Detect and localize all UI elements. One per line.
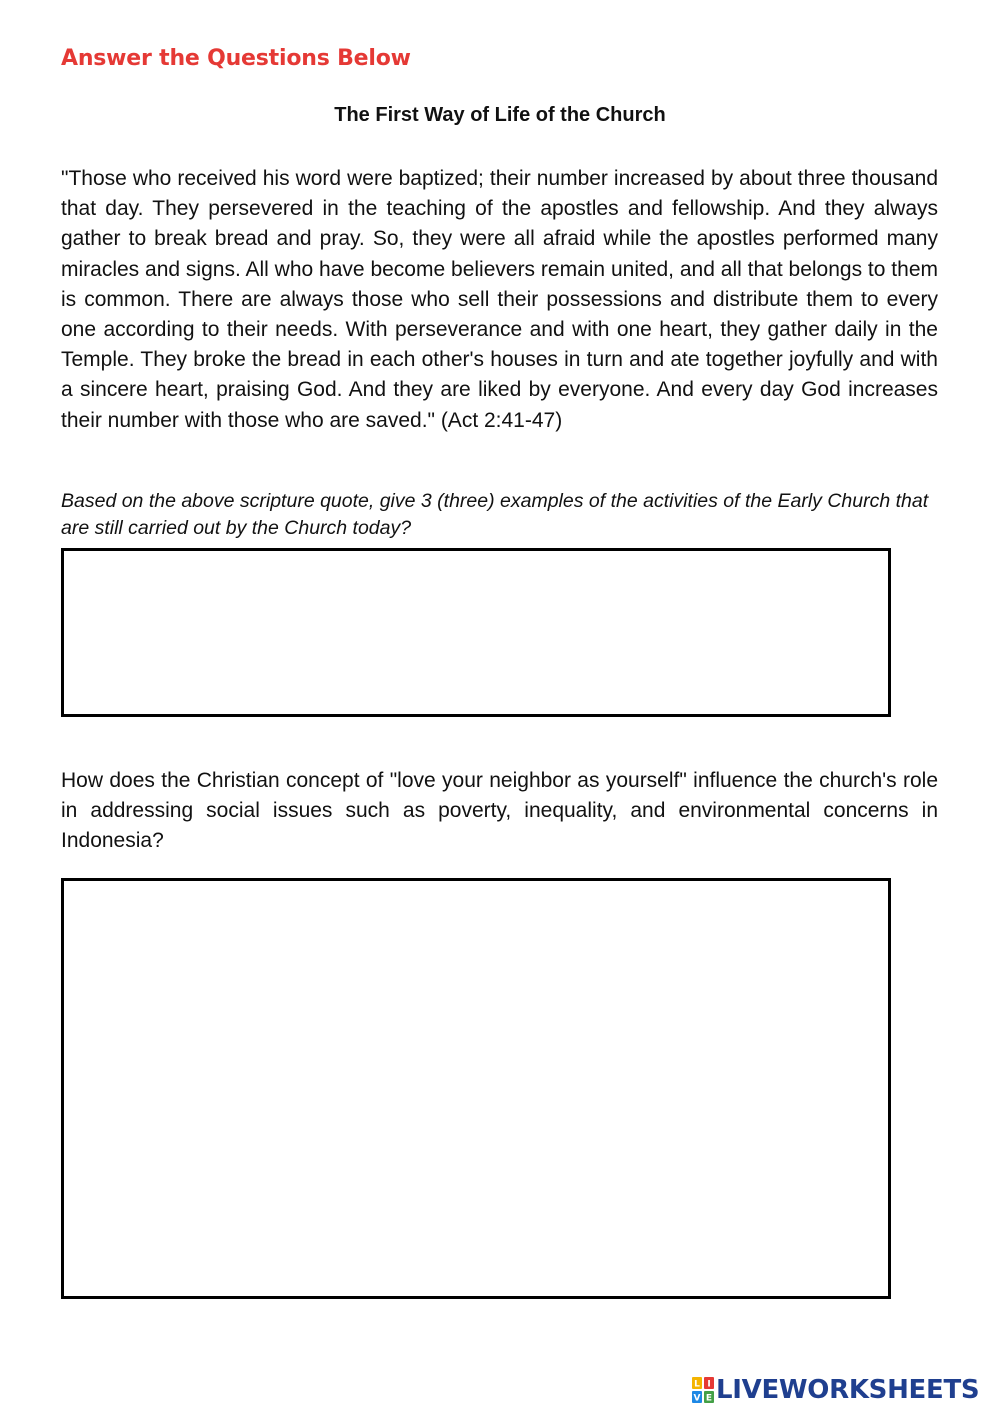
- answer-box-1[interactable]: [61, 548, 891, 717]
- scripture-passage: "Those who received his word were baptized; their number increased by about three thousand that day. They persevered in the teaching of the apostles and fellowship. And they always gather to break bread and pray. So, they were all afraid while the apostles performed many miracles and signs. All who have become believers remain united, and all that belongs to them is common. There are always those who sell their possessions and distribute them to every one according to their needs. With perseverance and with one heart, they gather daily in the Temple. They broke the bread in each other's houses in turn and ate together joyfully and with a sincere heart, praising God. And they are liked by everyone. And every day God increases their number with those who are saved." (Act 2:41-47): [61, 167, 938, 432]
- page-heading: Answer the Questions Below: [61, 46, 411, 71]
- svg-text:I: I: [707, 1379, 711, 1390]
- svg-text:L: L: [694, 1379, 700, 1390]
- svg-text:V: V: [693, 1393, 701, 1403]
- liveworksheets-logo-text: LIVEWORKSHEETS: [716, 1375, 980, 1405]
- answer-box-2[interactable]: [61, 878, 891, 1299]
- liveworksheets-logo-icon: [692, 1377, 714, 1403]
- liveworksheets-logo: [692, 1373, 979, 1407]
- svg-text:E: E: [705, 1393, 713, 1403]
- question-1-text: Based on the above scripture quote, give 3 (three) examples of the activities of the Early Church that are still carried out by the Church today?: [61, 490, 929, 539]
- question-2-text: How does the Christian concept of "love your neighbor as yourself" influence the church's role in addressing social issues such as poverty, inequality, and environmental concerns in Indonesia?: [61, 769, 938, 853]
- article-title: The First Way of Life of the Church: [334, 104, 666, 126]
